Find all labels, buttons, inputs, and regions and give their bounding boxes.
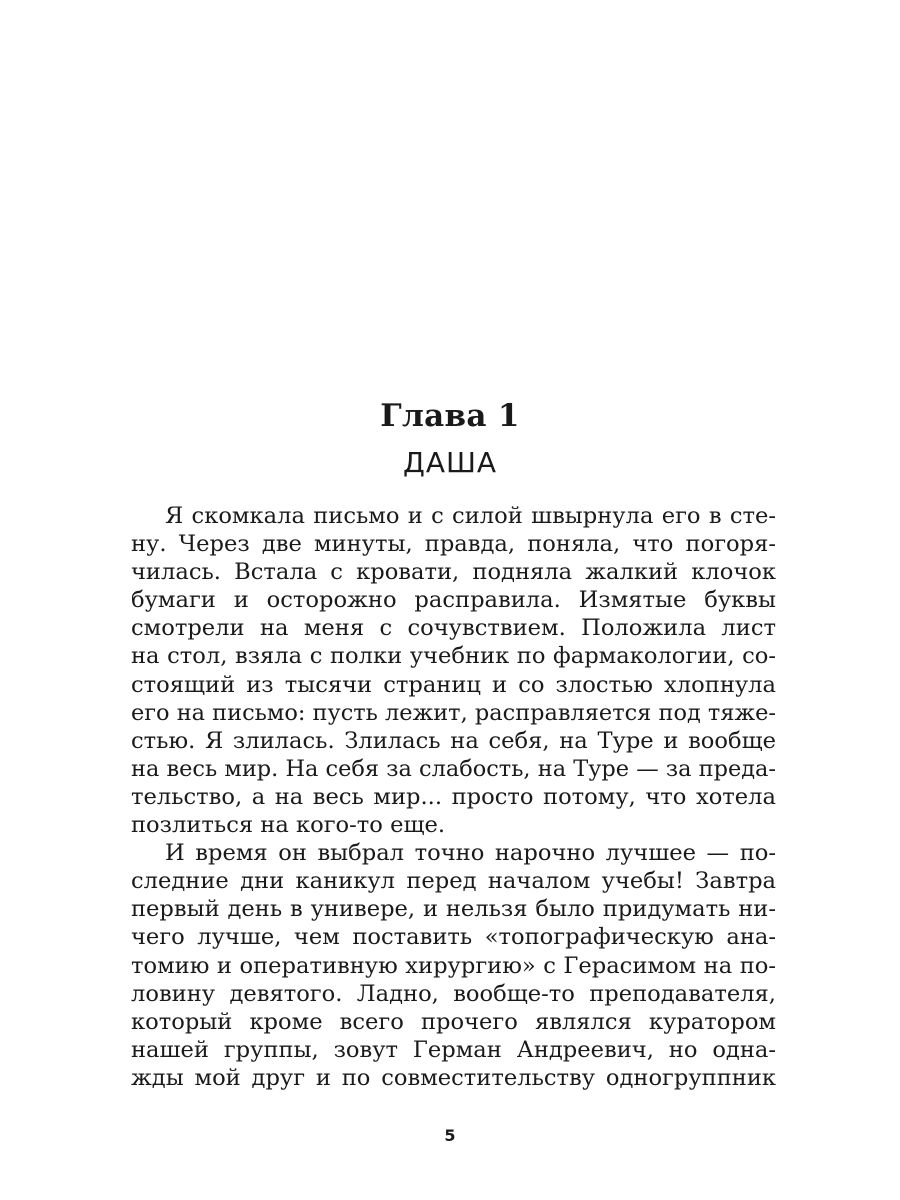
body-text bbox=[131, 502, 776, 1092]
chapter-subtitle: ДАША bbox=[402, 446, 498, 479]
text-line: первый день в универе, и нельзя было придумать ни- bbox=[131, 896, 776, 923]
text-line: жды мой друг и по совместительству одногруппник bbox=[131, 1064, 776, 1091]
text-line: чего лучше, чем поставить «топографическую ана- bbox=[131, 924, 776, 951]
text-line: бумаги и осторожно расправила. Измятые буквы bbox=[131, 587, 776, 614]
text-line: стью. Я злилась. Злилась на себя, на Туре и вообще bbox=[131, 727, 776, 754]
text-line: нашей группы, зовут Герман Андреевич, но одна- bbox=[131, 1036, 776, 1063]
text-line: который кроме всего прочего являлся куратором bbox=[131, 1008, 776, 1035]
text-line: следние дни каникул перед началом учебы! Завтра bbox=[131, 868, 776, 895]
text-line: томию и оперативную хирургию» с Герасимом на по- bbox=[131, 952, 776, 979]
text-line: позлиться на кого-то еще. bbox=[131, 812, 446, 839]
text-line: чилась. Встала с кровати, подняла жалкий клочок bbox=[131, 559, 776, 586]
text-line: И время он выбрал точно нарочно лучшее — по- bbox=[165, 840, 776, 867]
text-line: на стол, взяла с полки учебник по фармакологии, со- bbox=[131, 643, 776, 670]
text-line: ну. Через две минуты, правда, поняла, что погоря- bbox=[131, 531, 776, 558]
chapter-title: Глава 1 bbox=[380, 398, 520, 434]
text-line: на весь мир. На себя за слабость, на Туре — за преда- bbox=[131, 755, 776, 782]
text-line: смотрели на меня с сочувствием. Положила лист bbox=[131, 615, 776, 642]
text-line: тельство, а на весь мир... просто потому, что хотела bbox=[131, 783, 776, 810]
text-line: стоящий из тысячи страниц и со злостью хлопнула bbox=[131, 671, 776, 698]
text-line: ловину девятого. Ладно, вообще-то преподавателя, bbox=[131, 980, 776, 1007]
text-line: Я скомкала письмо и с силой швырнула его в сте- bbox=[165, 503, 776, 529]
page-number: 5 bbox=[444, 1126, 456, 1145]
text-line: его на письмо: пусть лежит, расправляется под тяже- bbox=[131, 699, 776, 726]
